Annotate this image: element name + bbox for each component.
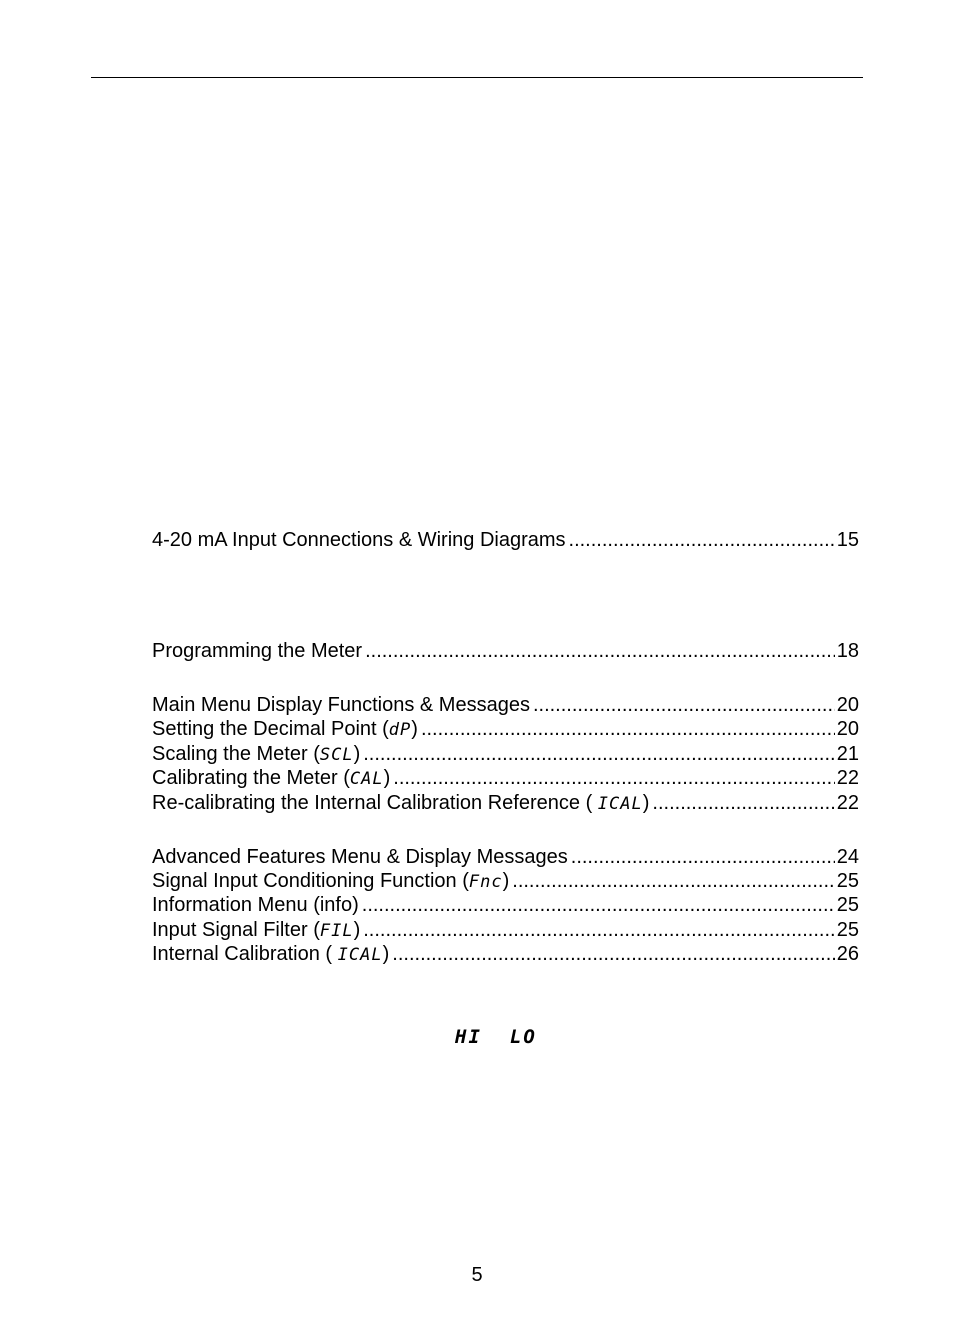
- display-code: SCL: [319, 745, 354, 765]
- dot-leader: [363, 742, 835, 766]
- toc-entry-title: Setting the Decimal Point (: [152, 718, 389, 740]
- toc-entry-page: 15: [836, 529, 859, 551]
- toc-entry-title-suffix: ): [411, 718, 418, 740]
- toc-entry-4-20ma-connections[interactable]: [152, 528, 859, 552]
- toc-entry-title: Input Signal Filter (: [152, 919, 320, 941]
- toc-entry-calibrating[interactable]: [152, 766, 859, 790]
- header-rule: [91, 77, 863, 78]
- dot-leader: [421, 717, 835, 741]
- toc-entry-input-filter[interactable]: [152, 918, 859, 942]
- toc-entry-scaling[interactable]: [152, 742, 859, 766]
- toc-entry-information-menu[interactable]: [152, 893, 859, 917]
- toc-entry-title-suffix: ): [642, 792, 650, 814]
- toc-entry-page: 25: [836, 894, 859, 916]
- toc-entry-recalibrating[interactable]: [152, 791, 859, 815]
- toc-entry-page: 20: [836, 694, 859, 716]
- lo-code: LO: [509, 1026, 537, 1048]
- dot-leader: [393, 766, 834, 790]
- toc-entry-page: 25: [836, 919, 859, 941]
- toc-entry-title: Signal Input Conditioning Function (: [152, 870, 469, 892]
- toc-entry-page: 25: [836, 870, 859, 892]
- hi-lo-display-codes: [455, 1026, 565, 1048]
- toc-entry-page: 22: [836, 767, 859, 789]
- dot-leader: [569, 528, 835, 552]
- toc-entry-title: Re-calibrating the Internal Calibration Reference (: [152, 792, 598, 814]
- toc-entry-page: 24: [836, 846, 859, 868]
- toc-entry-decimal-point[interactable]: [152, 717, 859, 741]
- toc-entry-title: Main Menu Display Functions & Messages: [152, 694, 530, 716]
- page-number: 5: [471, 1264, 483, 1286]
- dot-leader: [392, 942, 834, 966]
- toc-entry-title: Scaling the Meter (: [152, 743, 320, 765]
- toc-entry-main-menu[interactable]: [152, 693, 859, 717]
- toc-entry-signal-conditioning[interactable]: [152, 869, 859, 893]
- dot-leader: [362, 893, 835, 917]
- toc-entry-page: 18: [836, 640, 859, 662]
- toc-entry-title-suffix: ): [353, 919, 361, 941]
- toc-entry-page: 20: [836, 718, 859, 740]
- toc-entry-title: Internal Calibration (: [152, 943, 338, 965]
- toc-entry-title-suffix: ): [502, 870, 510, 892]
- display-code: dP: [388, 720, 412, 740]
- display-code: ICAL: [337, 945, 383, 965]
- toc-entry-page: 21: [836, 743, 859, 765]
- display-code: Fnc: [468, 872, 503, 892]
- dot-leader: [571, 845, 835, 869]
- dot-leader: [363, 918, 835, 942]
- toc-entry-programming-the-meter[interactable]: [152, 639, 859, 663]
- display-code: CAL: [349, 769, 384, 789]
- toc-entry-page: 26: [836, 943, 859, 965]
- display-code: ICAL: [597, 794, 643, 814]
- toc-entry-title-suffix: ): [353, 743, 361, 765]
- dot-leader: [652, 791, 834, 815]
- toc-entry-advanced-features[interactable]: [152, 845, 859, 869]
- toc-entry-internal-calibration[interactable]: [152, 942, 859, 966]
- dot-leader: [512, 869, 834, 893]
- toc-entry-title: Calibrating the Meter (: [152, 767, 350, 789]
- toc-entry-title: Information Menu (info): [152, 894, 359, 916]
- dot-leader: [365, 639, 835, 663]
- toc-entry-title: 4-20 mA Input Connections & Wiring Diagrams: [152, 529, 566, 551]
- toc-entry-page: 22: [836, 792, 859, 814]
- display-code: FIL: [319, 921, 354, 941]
- toc-entry-title: Programming the Meter: [152, 640, 363, 662]
- hi-code: HI: [455, 1026, 482, 1048]
- toc-entry-title-suffix: ): [383, 767, 391, 789]
- toc-entry-title: Advanced Features Menu & Display Messages: [152, 846, 568, 868]
- toc-entry-title-suffix: ): [382, 943, 390, 965]
- dot-leader: [533, 693, 835, 717]
